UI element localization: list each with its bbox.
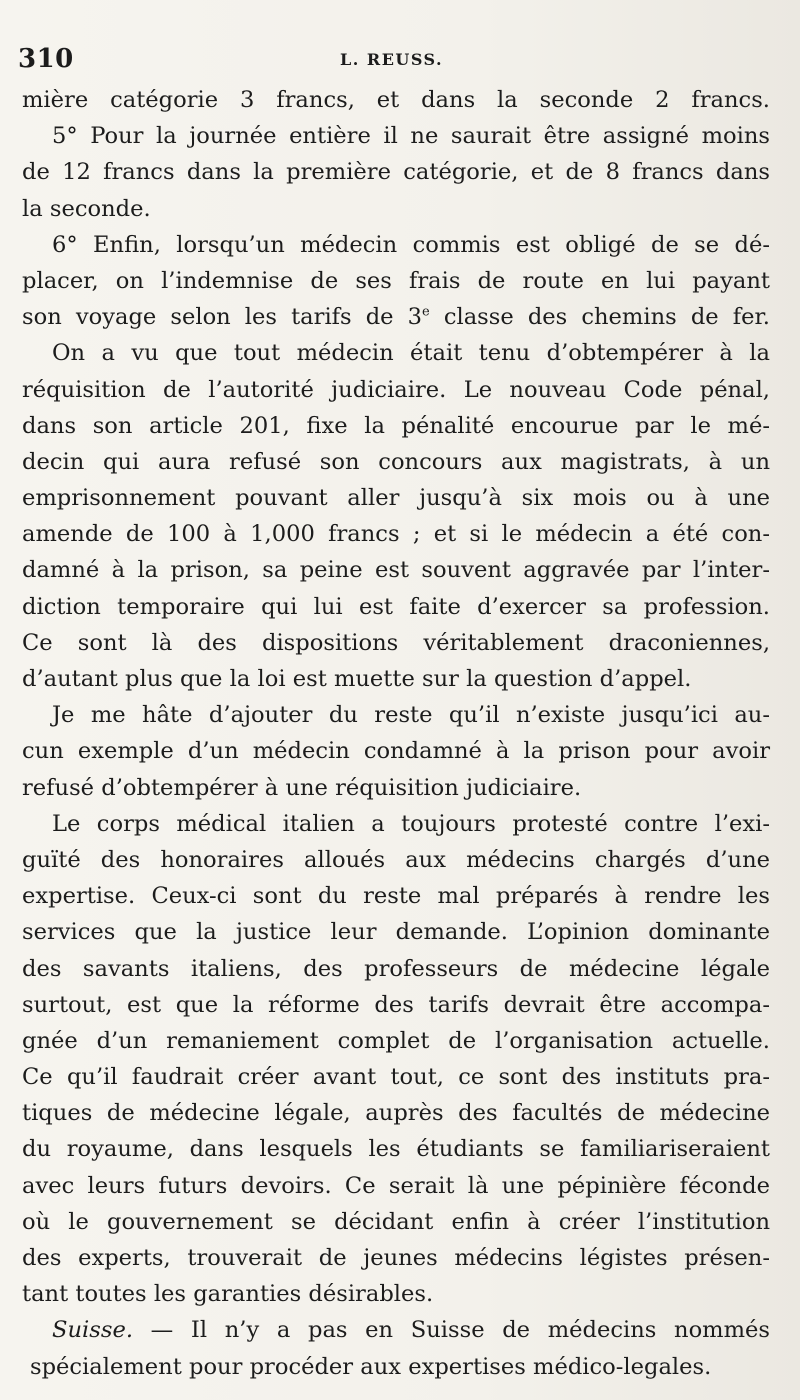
text-line: services que la justice leur demande. L’opinion dominante [22,919,770,946]
page-body-text [22,82,770,1385]
text-line: placer, on l’indemnise de ses frais de route en lui payant [22,267,770,294]
text-line: dans son article 201, fixe la pénalité encourue par le mé- [22,412,770,439]
suisse-label: Suisse. [52,1317,133,1344]
text-line: decin qui aura refusé son concours aux magistrats, à un [22,448,770,475]
text-line: amende de 100 à 1,000 francs ; et si le médecin a été con- [22,521,770,548]
text-line: Ce qu’il faudrait créer avant tout, ce sont des instituts pra- [22,1064,770,1091]
text-line: mière catégorie 3 francs, et dans la seconde 2 francs. [22,87,770,113]
text-line: tiques de médecine légale, auprès des facultés de médecine [22,1100,770,1127]
suisse-line [22,1312,770,1348]
text-line: avec leurs futurs devoirs. Ce serait là une pépinière féconde [22,1172,770,1199]
page-header [18,44,758,80]
text-line: de 12 francs dans la première catégorie, et de 8 francs dans [22,159,770,186]
page-number: 310 [18,44,74,74]
text-line: son voyage selon les tarifs de 3e classe des chemins de fer. [22,304,770,331]
text-line: refusé d’obtempérer à une réquisition judiciaire. [22,774,582,801]
text-line: damné à la prison, sa peine est souvent aggravée par l’inter- [22,557,770,584]
text-line: la seconde. [22,195,151,222]
text-line: Le corps médical italien a toujours protesté contre l’exi- [52,810,770,837]
text-line: emprisonnement pouvant aller jusqu’à six mois ou à une [22,485,770,512]
text-line: On a vu que tout médecin était tenu d’obtempérer à la [52,340,770,367]
text-line: tant toutes les garanties désirables. [22,1281,434,1308]
text-line: surtout, est que la réforme des tarifs devrait être accompa- [22,991,770,1018]
suisse-text: — Il n’y a pas en Suisse de médecins nommés [133,1317,770,1344]
text-line: des savants italiens, des professeurs de médecine légale [22,955,770,982]
text-line: Ce sont là des dispositions véritablement draconiennes, [22,629,770,656]
running-head: L. REUSS. [340,50,444,69]
text-line: gnée d’un remaniement complet de l’organisation actuelle. [22,1027,770,1054]
text-line: d’autant plus que la loi est muette sur la question d’appel. [22,666,692,692]
text-line: 6° Enfin, lorsqu’un médecin commis est obligé de se dé- [52,231,770,258]
text-line: diction temporaire qui lui est faite d’exercer sa profession. [22,593,770,620]
text-line: où le gouvernement se décidant enfin à créer l’institution [22,1208,770,1235]
text-line: cun exemple d’un médecin condamné à la prison pour avoir [22,738,770,765]
text-line: spécialement pour procéder aux expertises médico-legales. [30,1353,712,1380]
text-line: expertise. Ceux-ci sont du reste mal préparés à rendre les [22,883,770,910]
text-line: réquisition de l’autorité judiciaire. Le nouveau Code pénal, [22,376,770,403]
text-line: du royaume, dans lesquels les étudiants se familiariseraient [22,1136,770,1163]
text-line: Je me hâte d’ajouter du reste qu’il n’existe jusqu’ici au- [52,702,770,729]
text-line: guïté des honoraires alloués aux médecins chargés d’une [22,846,770,873]
text-line: 5° Pour la journée entière il ne saurait être assigné moins [52,123,770,150]
text-line: des experts, trouverait de jeunes médecins légistes présen- [22,1245,770,1271]
